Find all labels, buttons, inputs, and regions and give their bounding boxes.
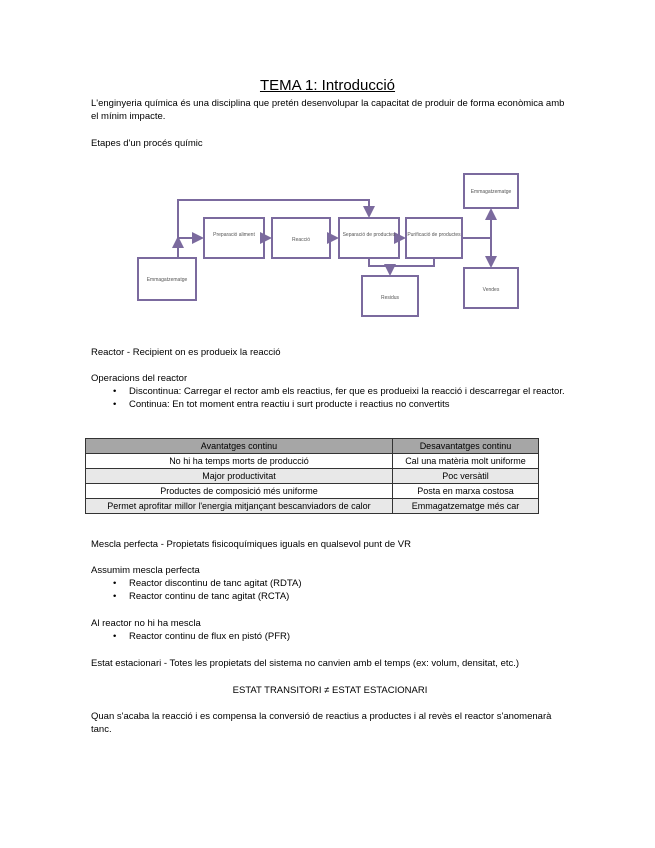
- table-cell: Posta en marxa costosa: [392, 484, 538, 499]
- table-row: [86, 484, 539, 499]
- label-separation: Separació de productes: [342, 232, 396, 238]
- page-title: TEMA 1: Introducció: [259, 77, 396, 94]
- box-preparation: [204, 218, 264, 258]
- list-item: • Reactor continu de flux en pistó (PFR): [91, 630, 569, 643]
- list-item: • Discontinua: Carregar el rector amb els reactius, fer que es produeixi la reacció i descarregar el reactor.: [91, 385, 569, 398]
- table-header: Avantatges continu: [86, 439, 393, 454]
- reactor-definition: Reactor - Recipient on es produeix la reacció: [91, 347, 281, 358]
- assume-heading: Assumim mescla perfecta: [91, 565, 200, 576]
- closing-paragraph: Quan s'acaba la reacció i es compensa la conversió de reactius a productes i al revès el reactor s'anomenarà tanc.: [91, 711, 552, 735]
- table-header: Desavantatges continu: [392, 439, 538, 454]
- intro-paragraph: L'enginyeria química és una disciplina que pretén desenvolupar la capacitat de produir de forma econòmica amb el mínim impacte.: [91, 98, 565, 122]
- label-reaction: Reacció: [291, 237, 311, 243]
- list-item: • Reactor discontinu de tanc agitat (RDTA): [91, 577, 569, 590]
- table-cell: Productes de composició més uniforme: [86, 484, 393, 499]
- table-cell: Poc versàtil: [392, 469, 538, 484]
- table-cell: Cal una matèria molt uniforme: [392, 454, 538, 469]
- label-purification: Purificació de productes: [407, 232, 461, 238]
- operations-list: [91, 385, 569, 411]
- table-row: [86, 469, 539, 484]
- perfect-mix-definition: Mescla perfecta - Propietats fisicoquímiques iguals en qualsevol punt de VR: [91, 539, 412, 550]
- table-row: [86, 499, 539, 514]
- table-cell: No hi ha temps morts de producció: [86, 454, 393, 469]
- process-diagram: [130, 166, 530, 326]
- operations-heading: Operacions del reactor: [91, 373, 188, 384]
- box-purification: [406, 218, 462, 258]
- label-storage-in: Emmagatzematge: [146, 277, 188, 283]
- list-item: • Reactor continu de tanc agitat (RCTA): [91, 590, 569, 603]
- label-sales: Vendes: [482, 287, 500, 293]
- nomix-heading: Al reactor no hi ha mescla: [91, 618, 201, 629]
- stages-heading: Etapes d'un procés químic: [91, 138, 203, 149]
- label-waste: Residus: [380, 295, 400, 301]
- nomix-list: [91, 630, 569, 643]
- table-cell: Emmagatzematge més car: [392, 499, 538, 514]
- table-cell: Permet aprofitar millor l'energia mitjançant bescanviadors de calor: [86, 499, 393, 514]
- steady-state-definition: Estat estacionari - Totes les propietats del sistema no canvien amb el temps (ex: volum, densitat, etc.): [91, 658, 520, 669]
- label-storage-out: Emmagatzematge: [470, 189, 512, 195]
- advantages-table: [85, 438, 539, 514]
- box-separation: [339, 218, 399, 258]
- assume-list: [91, 577, 569, 603]
- transitory-statement: ESTAT TRANSITORI ≠ ESTAT ESTACIONARI: [232, 685, 428, 696]
- table-cell: Major productivitat: [86, 469, 393, 484]
- table-row: [86, 454, 539, 469]
- label-preparation: Preparació aliment: [213, 232, 255, 238]
- list-item: • Continua: En tot moment entra reactiu i surt producte i reactius no convertits: [91, 398, 569, 411]
